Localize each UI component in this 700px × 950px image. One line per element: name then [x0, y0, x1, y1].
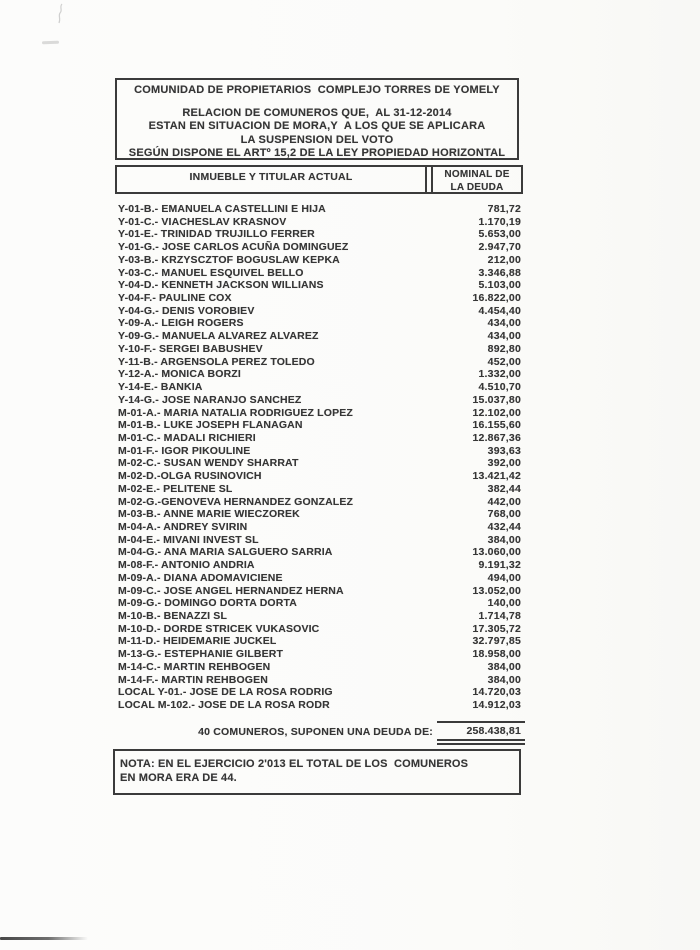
table-row — [118, 330, 521, 343]
column-header-inmueble-titular: INMUEBLE Y TITULAR ACTUAL — [117, 167, 427, 192]
unit-and-owner: M-14-C.- MARTIN REHBOGEN — [118, 660, 271, 673]
debt-amount: 442,00 — [487, 495, 521, 508]
unit-and-owner: Y-11-B.- ARGENSOLA PEREZ TOLEDO — [118, 355, 315, 368]
debt-amount: 18.958,00 — [472, 648, 521, 661]
debt-amount: 768,00 — [487, 508, 521, 521]
debt-amount: 1.332,00 — [478, 368, 521, 381]
debt-amount: 12.867,36 — [472, 431, 521, 444]
document-subtitle-line: LA SUSPENSION DEL VOTO — [240, 133, 394, 146]
debt-amount: 14.912,03 — [472, 699, 521, 712]
table-row — [118, 661, 521, 674]
document-subtitle-line: SEGÚN DISPONE EL ARTº 15,2 DE LA LEY PROPIEDAD HORIZONTAL — [128, 147, 506, 160]
total-amount: 258.438,81 — [437, 721, 525, 745]
debt-amount: 12.102,00 — [472, 406, 521, 419]
debt-amount: 3.346,88 — [478, 266, 521, 279]
unit-and-owner: M-04-G.- ANA MARIA SALGUERO SARRIA — [118, 546, 333, 559]
unit-and-owner: Y-04-G.- DENIS VOROBIEV — [118, 304, 255, 317]
table-row — [118, 610, 521, 623]
debt-amount: 15.037,80 — [472, 393, 521, 406]
debt-amount: 13.421,42 — [472, 470, 521, 483]
table-row — [118, 686, 521, 699]
unit-and-owner: M-04-A.- ANDREY SVIRIN — [118, 520, 248, 533]
table-row — [118, 483, 521, 496]
table-row — [118, 559, 521, 572]
table-row — [118, 470, 521, 483]
note-line-1: NOTA: EN EL EJERCICIO 2'013 EL TOTAL DE LOS COMUNEROS — [120, 758, 469, 770]
unit-and-owner: M-04-E.- MIVANI INVEST SL — [118, 533, 259, 546]
debt-amount: 9.191,32 — [478, 559, 521, 572]
unit-and-owner: M-09-C.- JOSE ANGEL HERNANDEZ HERNA — [118, 584, 344, 597]
table-row — [118, 254, 521, 267]
table-row — [118, 674, 521, 687]
unit-and-owner: Y-14-E.- BANKIA — [118, 381, 203, 394]
table-row — [118, 368, 521, 381]
unit-and-owner: Y-04-F.- PAULINE COX — [118, 292, 232, 305]
unit-and-owner: M-01-F.- IGOR PIKOULINE — [118, 444, 251, 457]
debt-amount: 1.714,78 — [478, 610, 521, 622]
note-box — [113, 749, 521, 795]
table-row — [118, 292, 521, 305]
table-row — [118, 407, 521, 420]
scan-artifact-bottom-edge — [0, 937, 88, 940]
debt-amount: 392,00 — [487, 457, 521, 470]
debtor-list — [118, 203, 521, 712]
unit-and-owner: Y-01-C.- VIACHESLAV KRASNOV — [118, 215, 287, 228]
table-row — [118, 546, 521, 559]
unit-and-owner: Y-04-D.- KENNETH JACKSON WILLIANS — [118, 279, 324, 292]
table-row — [118, 267, 521, 280]
document-subtitle-line: ESTAN EN SITUACION DE MORA,Y A LOS QUE SE APLICARA — [148, 120, 486, 133]
table-row — [118, 394, 521, 407]
debt-amount: 2.947,70 — [478, 241, 521, 254]
unit-and-owner: M-09-G.- DOMINGO DORTA DORTA — [118, 597, 297, 610]
unit-and-owner: M-02-G.-GENOVEVA HERNANDEZ GONZALEZ — [118, 495, 354, 508]
column-header-nominal-line1: NOMINAL DE — [444, 169, 510, 180]
unit-and-owner: M-11-D.- HEIDEMARIE JUCKEL — [118, 635, 277, 648]
debt-amount: 781,72 — [487, 203, 521, 215]
unit-and-owner: M-09-A.- DIANA ADOMAVICIENE — [118, 571, 283, 584]
table-header — [115, 165, 523, 194]
unit-and-owner: Y-01-B.- EMANUELA CASTELLINI E HIJA — [118, 203, 326, 215]
debt-amount: 1.170,19 — [478, 215, 521, 228]
unit-and-owner: Y-12-A.- MONICA BORZI — [118, 368, 241, 381]
table-row — [118, 572, 521, 585]
debt-amount: 384,00 — [487, 533, 521, 546]
debt-amount: 13.052,00 — [472, 584, 521, 597]
table-row — [118, 419, 521, 432]
debt-amount: 494,00 — [487, 571, 521, 584]
debt-amount: 140,00 — [487, 597, 521, 610]
table-row — [118, 699, 521, 712]
table-row — [118, 508, 521, 521]
table-row — [118, 356, 521, 369]
debt-amount: 32.797,85 — [472, 635, 521, 648]
total-label: 40 COMUNEROS, SUPONEN UNA DEUDA DE: — [198, 726, 433, 738]
unit-and-owner: M-01-A.- MARIA NATALIA RODRIGUEZ LOPEZ — [118, 406, 353, 419]
unit-and-owner: M-02-C.- SUSAN WENDY SHARRAT — [118, 457, 299, 470]
debt-amount: 4.454,40 — [478, 304, 521, 317]
unit-and-owner: M-08-F.- ANTONIO ANDRIA — [118, 559, 255, 572]
unit-and-owner: Y-01-G.- JOSE CARLOS ACUÑA DOMINGUEZ — [118, 241, 349, 254]
debt-amount: 393,63 — [487, 444, 521, 457]
debt-amount: 434,00 — [487, 317, 521, 330]
unit-and-owner: Y-09-G.- MANUELA ALVAREZ ALVAREZ — [118, 330, 319, 343]
table-row — [118, 241, 521, 254]
table-row — [118, 457, 521, 470]
table-row — [118, 534, 521, 547]
unit-and-owner: Y-10-F.- SERGEI BABUSHEV — [118, 342, 263, 355]
table-row — [118, 203, 521, 216]
unit-and-owner: M-02-D.-OLGA RUSINOVICH — [118, 470, 262, 483]
unit-and-owner: Y-03-B.- KRZYSCZTOF BOGUSLAW KEPKA — [118, 253, 340, 266]
table-row — [118, 216, 521, 229]
debt-amount: 432,44 — [487, 520, 521, 533]
unit-and-owner: M-02-E.- PELITENE SL — [118, 482, 233, 495]
table-row — [118, 585, 521, 598]
debt-amount: 13.060,00 — [472, 546, 521, 559]
debt-amount: 14.720,03 — [472, 686, 521, 699]
table-row — [118, 228, 521, 241]
scan-artifact-squiggle — [54, 3, 68, 25]
unit-and-owner: Y-01-E.- TRINIDAD TRUJILLO FERRER — [118, 228, 315, 241]
unit-and-owner: M-10-D.- DORDE STRICEK VUKASOVIC — [118, 622, 320, 635]
unit-and-owner: LOCAL Y-01.- JOSE DE LA ROSA RODRIG — [118, 686, 333, 699]
table-row — [118, 381, 521, 394]
table-row — [118, 521, 521, 534]
debt-amount: 5.653,00 — [478, 228, 521, 241]
debt-amount: 4.510,70 — [478, 381, 521, 394]
debt-amount: 16.155,60 — [472, 419, 521, 432]
unit-and-owner: Y-14-G.- JOSE NARANJO SANCHEZ — [118, 393, 302, 406]
unit-and-owner: LOCAL M-102.- JOSE DE LA ROSA RODR — [118, 699, 330, 712]
unit-and-owner: M-01-B.- LUKE JOSEPH FLANAGAN — [118, 419, 303, 432]
debt-amount: 212,00 — [487, 253, 521, 266]
unit-and-owner: Y-09-A.- LEIGH ROGERS — [118, 317, 244, 330]
debt-amount: 452,00 — [487, 355, 521, 368]
debt-amount: 384,00 — [487, 673, 521, 686]
scan-artifact-dash — [42, 41, 59, 45]
table-row — [118, 317, 521, 330]
debt-amount: 384,00 — [487, 660, 521, 673]
unit-and-owner: Y-03-C.- MANUEL ESQUIVEL BELLO — [118, 266, 304, 279]
unit-and-owner: M-13-G.- ESTEPHANIE GILBERT — [118, 648, 284, 661]
table-row — [118, 305, 521, 318]
table-row — [118, 623, 521, 636]
table-row — [118, 343, 521, 356]
table-row — [118, 648, 521, 661]
debt-amount: 382,44 — [487, 482, 521, 495]
table-row — [118, 432, 521, 445]
table-row — [118, 279, 521, 292]
table-row — [118, 635, 521, 648]
unit-and-owner: M-03-B.- ANNE MARIE WIECZOREK — [118, 508, 300, 521]
document-title: COMUNIDAD DE PROPIETARIOS COMPLEJO TORRES DE YOMELY — [134, 84, 500, 96]
unit-and-owner: M-10-B.- BENAZZI SL — [118, 610, 228, 622]
debt-amount: 17.305,72 — [472, 622, 521, 635]
debt-amount: 5.103,00 — [478, 279, 521, 292]
column-header-nominal-line2: LA DEUDA — [450, 181, 504, 193]
table-row — [118, 496, 521, 509]
document-subtitle-line: RELACION DE COMUNEROS QUE, AL 31-12-2014 — [182, 107, 452, 119]
table-row — [118, 445, 521, 458]
debt-amount: 434,00 — [487, 330, 521, 343]
debt-amount: 16.822,00 — [472, 292, 521, 305]
column-header-nominal-deuda — [431, 167, 521, 192]
unit-and-owner: M-01-C.- MADALI RICHIERI — [118, 431, 256, 444]
table-row — [118, 597, 521, 610]
note-line-2: EN MORA ERA DE 44. — [120, 772, 237, 784]
document-header-box — [115, 78, 519, 160]
debt-amount: 892,80 — [487, 342, 521, 355]
unit-and-owner: M-14-F.- MARTIN REHBOGEN — [118, 673, 269, 686]
